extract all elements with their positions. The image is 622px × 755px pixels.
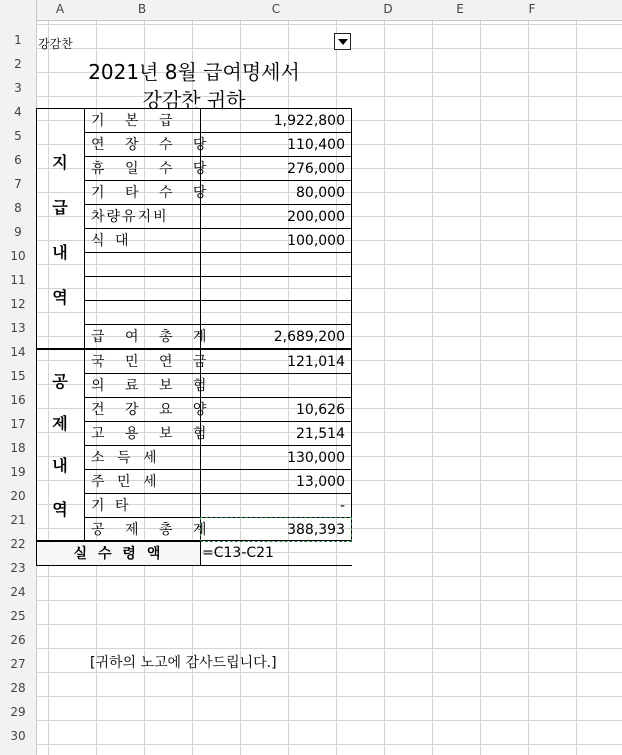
deduct-value[interactable]: 13,000: [200, 469, 352, 494]
chevron-down-icon[interactable]: [334, 33, 351, 50]
deduct-section-label: 제: [52, 414, 68, 433]
row-header[interactable]: 25: [10, 609, 26, 623]
row-header[interactable]: 6: [14, 153, 22, 167]
pay-value[interactable]: 276,000: [200, 156, 352, 181]
row-header[interactable]: 1: [14, 33, 22, 47]
row-header[interactable]: 14: [10, 345, 26, 359]
pay-value[interactable]: 100,000: [200, 228, 352, 253]
row-header[interactable]: 27: [10, 657, 26, 671]
pay-label[interactable]: 식 대: [84, 228, 201, 253]
thanks-text: [귀하의 노고에 감사드립니다.]: [90, 655, 277, 671]
pay-value[interactable]: 200,000: [200, 204, 352, 229]
row-header[interactable]: 10: [10, 249, 26, 263]
pay-section-label: 내: [52, 243, 68, 262]
row-header[interactable]: 30: [10, 729, 26, 743]
empty-cell[interactable]: [200, 300, 352, 325]
empty-cell[interactable]: [200, 252, 352, 277]
column-header-a[interactable]: A: [55, 2, 65, 16]
row-header[interactable]: 28: [10, 681, 26, 695]
row-header[interactable]: 7: [14, 177, 22, 191]
pay-label[interactable]: 휴 일 수 당: [84, 156, 201, 181]
row-header[interactable]: 17: [10, 417, 26, 431]
column-header-bar: [0, 0, 622, 21]
row-header[interactable]: 23: [10, 561, 26, 575]
row-header[interactable]: 19: [10, 465, 26, 479]
row-header[interactable]: 29: [10, 705, 26, 719]
row-header[interactable]: 15: [10, 369, 26, 383]
deduct-value[interactable]: -: [200, 493, 352, 518]
pay-value[interactable]: 80,000: [200, 180, 352, 205]
pay-label[interactable]: 기 본 급: [84, 108, 201, 133]
row-header[interactable]: 12: [10, 297, 26, 311]
pay-value[interactable]: 110,400: [200, 132, 352, 157]
empty-cell[interactable]: [84, 276, 201, 301]
pay-label[interactable]: 차량유지비: [84, 204, 201, 229]
deduct-total-label[interactable]: 공 제 총 계: [84, 517, 201, 542]
row-header[interactable]: 8: [14, 201, 22, 215]
row-header[interactable]: 18: [10, 441, 26, 455]
column-header-f[interactable]: F: [528, 2, 536, 16]
column-header-e[interactable]: E: [456, 2, 464, 16]
pay-section-label: 지: [52, 153, 68, 172]
deduct-value[interactable]: 121,014: [200, 349, 352, 374]
deduct-value[interactable]: 10,626: [200, 397, 352, 422]
row-header[interactable]: 2: [14, 57, 22, 71]
net-pay-formula[interactable]: =C13-C21: [200, 541, 352, 566]
page-title: 2021년 8월 급여명세서: [88, 60, 300, 84]
deduct-label[interactable]: 의 료 보 험: [84, 373, 201, 398]
row-header[interactable]: 26: [10, 633, 26, 647]
column-header-c[interactable]: C: [271, 2, 281, 16]
pay-section-label: 급: [52, 198, 68, 217]
deduct-value[interactable]: 130,000: [200, 445, 352, 470]
dropdown-value[interactable]: 강감찬: [38, 37, 73, 51]
pay-label[interactable]: 연 장 수 당: [84, 132, 201, 157]
deduct-label[interactable]: 소 득 세: [84, 445, 201, 470]
deduct-section-label: 공: [52, 372, 68, 391]
pay-total-value[interactable]: 2,689,200: [200, 324, 352, 349]
deduct-value[interactable]: 21,514: [200, 421, 352, 446]
row-header-bar: [0, 0, 37, 755]
deduct-section-label: 내: [52, 456, 68, 475]
recipient-line: 강감찬 귀하: [142, 88, 246, 112]
row-header[interactable]: 4: [14, 105, 22, 119]
deduct-value[interactable]: [200, 373, 352, 398]
row-header[interactable]: 20: [10, 489, 26, 503]
column-header-b[interactable]: B: [137, 2, 147, 16]
deduct-section-label: 역: [52, 500, 68, 519]
row-header[interactable]: 9: [14, 225, 22, 239]
net-pay-label[interactable]: 실 수 령 액: [36, 541, 201, 566]
pay-section-label: 역: [52, 288, 68, 307]
deduct-label[interactable]: 국 민 연 금: [84, 349, 201, 374]
row-header[interactable]: 11: [10, 273, 26, 287]
deduct-label[interactable]: 건 강 요 양: [84, 397, 201, 422]
row-header[interactable]: 13: [10, 321, 26, 335]
column-header-d[interactable]: D: [383, 2, 393, 16]
row-header[interactable]: 24: [10, 585, 26, 599]
deduct-label[interactable]: 기 타: [84, 493, 201, 518]
pay-value[interactable]: 1,922,800: [200, 108, 352, 133]
row-header[interactable]: 22: [10, 537, 26, 551]
row-header[interactable]: 3: [14, 81, 22, 95]
deduct-label[interactable]: 주 민 세: [84, 469, 201, 494]
row-header[interactable]: 16: [10, 393, 26, 407]
pay-label[interactable]: 기 타 수 당: [84, 180, 201, 205]
row-header[interactable]: 5: [14, 129, 22, 143]
deduct-label[interactable]: 고 용 보 험: [84, 421, 201, 446]
empty-cell[interactable]: [200, 276, 352, 301]
deduct-total-value[interactable]: 388,393: [200, 517, 352, 542]
empty-cell[interactable]: [84, 300, 201, 325]
pay-total-label[interactable]: 급 여 총 계: [84, 324, 201, 349]
row-header[interactable]: 21: [10, 513, 26, 527]
empty-cell[interactable]: [84, 252, 201, 277]
